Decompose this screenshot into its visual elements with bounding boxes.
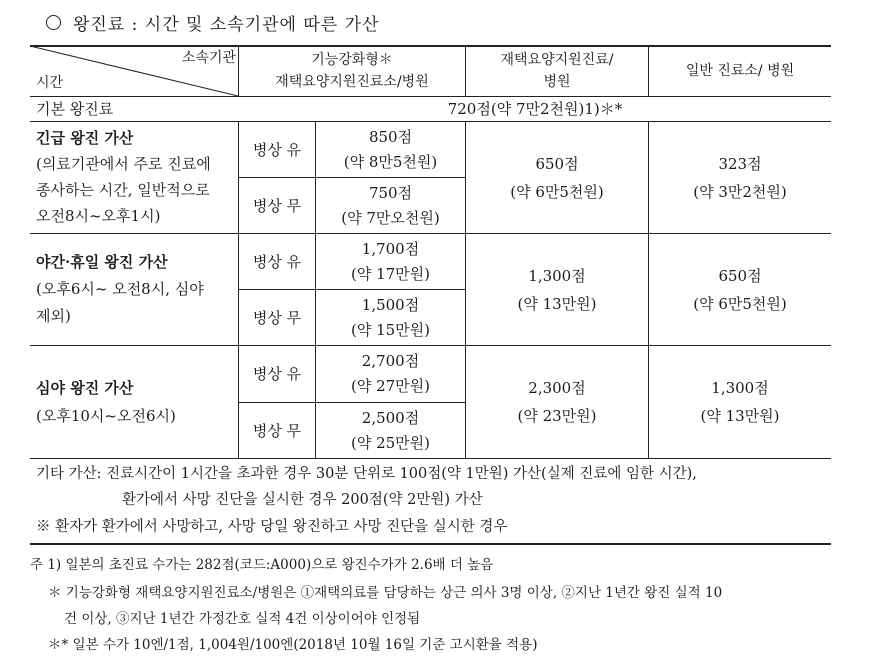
section1-bed-no-value	[316, 178, 465, 233]
section2-bed-yes-won: (약 17만원)	[350, 264, 431, 283]
table-bottom-border	[30, 458, 831, 459]
header-col3: 일반 진료소/ 병원	[685, 63, 795, 79]
section1-col3-value	[649, 122, 831, 233]
section2-col2-points: 1,300점	[528, 266, 586, 285]
section-title-text: 왕진료 : 시간 및 소속기관에 따른 가산	[73, 15, 380, 35]
header-org-label: 소속기관	[181, 50, 236, 66]
header-col1	[239, 46, 465, 96]
section3-col2-value	[466, 346, 648, 458]
fee-table	[30, 45, 831, 460]
section3-bed-yes-value	[316, 346, 465, 402]
section2-bed-no-won: (약 15만원)	[350, 320, 431, 339]
footnote-2-line2: 건 이상, ③지난 1년간 가정간호 실적 4건 이상이어야 인정됨	[64, 611, 421, 627]
section2-col3-won: (약 6만5천원)	[693, 294, 787, 313]
section1-bed-yes-points: 850점	[368, 127, 413, 146]
other-additions-line2: 환가에서 사망 진단을 실시한 경우 200점(약 2만원) 가산	[122, 492, 483, 508]
section1-col2-points: 650점	[535, 154, 579, 173]
section1-bed-yes: 병상 유	[252, 140, 302, 159]
section2-label	[30, 234, 236, 345]
section2-col2-value	[466, 234, 648, 345]
section3-desc-1: (오후10시~오전6시)	[36, 407, 176, 425]
base-row-value: 720점(약 7만2천원)1)＊*	[447, 100, 623, 118]
section1-desc-1: (의료기관에서 주로 진료에	[36, 155, 211, 173]
section3-bed-no-value	[316, 403, 465, 458]
header-col2-line2: 병원	[543, 74, 571, 90]
header-time-label: 시간	[36, 75, 64, 91]
section3-bed-no-points: 2,500점	[361, 408, 420, 427]
other-additions-line1: 기타 가산: 진료시간이 1시간을 초과한 경우 30분 단위로 100점(약 1만원) 가산(실제 진료에 임한 시간),	[36, 466, 697, 482]
section2-bed-no: 병상 무	[252, 308, 302, 327]
section1-bed-no-won: (약 7만오천원)	[341, 208, 440, 227]
section3-col2-won: (약 23만원)	[517, 407, 597, 425]
section1-col2-won: (약 6만5천원)	[510, 182, 604, 201]
header-col1-line1: 기능강화형＊	[311, 52, 393, 68]
footnote-2-line1: ＊ 기능강화형 재택요양지원진료소/병원은 ①재택의료를 담당하는 상근 의사 3명 이상, ②지난 1년간 왕진 실적 10	[48, 585, 723, 601]
section3-bed-yes-points: 2,700점	[361, 352, 420, 370]
header-col1-line2: 재택요양지원진료소/병원	[275, 74, 429, 90]
section1-label	[30, 122, 230, 233]
section2-desc-1: (오후6시~ 오전8시, 심야	[36, 280, 204, 298]
section1-bed-no-points: 750점	[368, 183, 413, 202]
section1-desc-3: 오전8시~오후1시)	[36, 207, 161, 225]
section2-bed-yes-points: 1,700점	[361, 239, 420, 258]
section2-bed-no-points: 1,500점	[361, 295, 420, 314]
section3-bed-no: 병상 무	[252, 421, 302, 440]
section2-bed-no-value	[316, 290, 465, 345]
section1-bed-yes-value	[316, 122, 465, 177]
footnote-3: ＊* 일본 수가 10엔/1점, 1,004원/100엔(2018년 10월 16일 기준 고시환율 적용)	[48, 637, 538, 653]
other-additions-line3: ※ 환자가 환가에서 사망하고, 사망 당일 왕진하고 사망 진단을 실시한 경우	[36, 519, 508, 535]
section1-bed-yes-won: (약 8만5천원)	[343, 152, 438, 171]
notes-bottom-rule	[30, 543, 831, 545]
section2-col3-points: 650점	[718, 266, 762, 285]
section1-col3-won: (약 3만2천원)	[693, 182, 787, 201]
section2-desc-2: 제외)	[36, 307, 71, 325]
section2-col3-value	[649, 234, 831, 345]
section3-bed-yes: 병상 유	[252, 365, 302, 383]
circle-bullet-icon	[46, 15, 61, 30]
section3-bed-yes-won: (약 27만원)	[350, 377, 431, 395]
section3-bed-no-won: (약 25만원)	[350, 433, 431, 452]
section3-col3-points: 1,300점	[711, 379, 769, 397]
header-col2-line1: 재택요양지원진료/	[500, 52, 614, 68]
section2-bed-yes-value	[316, 234, 465, 289]
section1-col2-value	[466, 122, 648, 233]
section1-desc-2: 종사하는 시간, 일반적으로	[36, 181, 210, 199]
section1-bed-no: 병상 무	[252, 196, 302, 215]
section3-col3-won: (약 13만원)	[700, 407, 780, 425]
section3-name: 심야 왕진 가산	[36, 379, 134, 397]
base-row-label: 기본 왕진료	[36, 100, 114, 118]
section2-name: 야간·휴일 왕진 가산	[36, 253, 168, 271]
section3-col3-value	[649, 346, 831, 458]
section1-col3-points: 323점	[718, 154, 762, 173]
section-title	[46, 10, 379, 35]
header-col2	[466, 46, 648, 96]
section2-col2-won: (약 13만원)	[517, 294, 597, 313]
section3-col2-points: 2,300점	[528, 379, 586, 397]
section3-label	[30, 346, 236, 458]
section1-name: 긴급 왕진 가산	[36, 129, 134, 147]
footnote-1: 주 1) 일본의 초진료 수가는 282점(코드:A000)으로 왕진수가가 2.6배 더 높음	[30, 557, 494, 573]
section2-bed-yes: 병상 유	[252, 252, 302, 271]
